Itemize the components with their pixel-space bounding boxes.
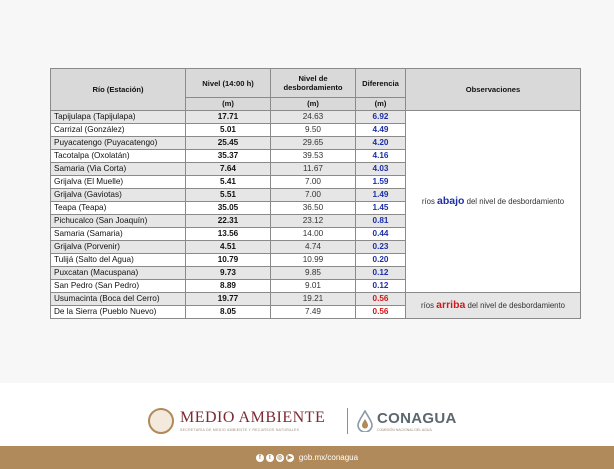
diferencia-cell: 0.56 [356, 293, 406, 306]
desbordamiento-cell: 9.01 [271, 280, 356, 293]
unit-nivel: (m) [186, 98, 271, 111]
desbordamiento-cell: 19.21 [271, 293, 356, 306]
medio-ambiente-subtitle: SECRETARÍA DE MEDIO AMBIENTE Y RECURSOS NATURALES [180, 428, 300, 432]
station-cell: Carrizal (González) [51, 124, 186, 137]
obs-below-keyword: abajo [437, 195, 465, 207]
diferencia-cell: 4.03 [356, 163, 406, 176]
station-cell: Tacotalpa (Oxolatán) [51, 150, 186, 163]
medio-ambiente-brand: MEDIO AMBIENTE [180, 409, 326, 426]
station-cell: Tapijulapa (Tapijulapa) [51, 111, 186, 124]
obs-below-after: del nivel de desbordamiento [464, 197, 565, 206]
station-cell: Pichucalco (San Joaquín) [51, 215, 186, 228]
header-desbordamiento: Nivel de desbordamiento [271, 69, 356, 98]
mexico-seal-icon [148, 408, 174, 434]
diferencia-cell: 0.12 [356, 280, 406, 293]
nivel-cell: 35.37 [186, 150, 271, 163]
header-river: Río (Estación) [51, 69, 186, 111]
table-row [51, 111, 581, 124]
observation-below [406, 111, 581, 293]
desbordamiento-cell: 39.53 [271, 150, 356, 163]
nivel-cell: 4.51 [186, 241, 271, 254]
footer-bar [0, 446, 614, 469]
station-cell: San Pedro (San Pedro) [51, 280, 186, 293]
diferencia-cell: 0.56 [356, 306, 406, 319]
diferencia-cell: 0.23 [356, 241, 406, 254]
diferencia-cell: 0.81 [356, 215, 406, 228]
diferencia-cell: 1.45 [356, 202, 406, 215]
station-cell: Usumacinta (Boca del Cerro) [51, 293, 186, 306]
station-cell: Puyacatengo (Puyacatengo) [51, 137, 186, 150]
desbordamiento-cell: 7.00 [271, 189, 356, 202]
conagua-brand: CONAGUA [377, 409, 457, 427]
water-drop-icon [357, 410, 373, 432]
diferencia-cell: 4.16 [356, 150, 406, 163]
desbordamiento-cell: 11.67 [271, 163, 356, 176]
desbordamiento-cell: 7.00 [271, 176, 356, 189]
header-observaciones: Observaciones [406, 69, 581, 111]
unit-diferencia: (m) [356, 98, 406, 111]
station-cell: De la Sierra (Pueblo Nuevo) [51, 306, 186, 319]
nivel-cell: 35.05 [186, 202, 271, 215]
nivel-cell: 17.71 [186, 111, 271, 124]
obs-above-after: del nivel de desbordamiento [465, 301, 566, 310]
social-links [256, 454, 294, 462]
obs-above-keyword: arriba [436, 299, 466, 311]
nivel-cell: 9.73 [186, 267, 271, 280]
conagua-logo [357, 404, 457, 438]
twitter-icon[interactable]: t [266, 454, 274, 462]
nivel-cell: 13.56 [186, 228, 271, 241]
unit-desbordamiento: (m) [271, 98, 356, 111]
nivel-cell: 5.01 [186, 124, 271, 137]
obs-below-before: ríos [421, 197, 438, 206]
instagram-icon[interactable]: ◎ [277, 454, 283, 461]
station-cell: Grijalva (Gaviotas) [51, 189, 186, 202]
station-cell: Grijalva (Porvenir) [51, 241, 186, 254]
station-cell: Grijalva (El Muelle) [51, 176, 186, 189]
diferencia-cell: 0.44 [356, 228, 406, 241]
nivel-cell: 22.31 [186, 215, 271, 228]
station-cell: Samaria (Via Corta) [51, 163, 186, 176]
facebook-icon[interactable]: f [256, 454, 264, 462]
observation-above [406, 293, 581, 319]
station-cell: Samaria (Samaria) [51, 228, 186, 241]
youtube-icon[interactable]: ▶ [287, 454, 293, 461]
desbordamiento-cell: 7.49 [271, 306, 356, 319]
desbordamiento-cell: 14.00 [271, 228, 356, 241]
diferencia-cell: 1.59 [356, 176, 406, 189]
diferencia-cell: 4.49 [356, 124, 406, 137]
nivel-cell: 10.79 [186, 254, 271, 267]
desbordamiento-cell: 29.65 [271, 137, 356, 150]
logo-divider [347, 408, 348, 434]
header-diferencia: Diferencia [356, 69, 406, 98]
desbordamiento-cell: 9.50 [271, 124, 356, 137]
desbordamiento-cell: 36.50 [271, 202, 356, 215]
website-link[interactable]: gob.mx/conagua [298, 453, 359, 462]
desbordamiento-cell: 23.12 [271, 215, 356, 228]
river-levels-table [50, 68, 581, 319]
nivel-cell: 19.77 [186, 293, 271, 306]
table-row [51, 293, 581, 306]
diferencia-cell: 1.49 [356, 189, 406, 202]
nivel-cell: 5.41 [186, 176, 271, 189]
station-cell: Teapa (Teapa) [51, 202, 186, 215]
conagua-subtitle: COMISIÓN NACIONAL DEL AGUA [377, 427, 432, 432]
nivel-cell: 5.51 [186, 189, 271, 202]
desbordamiento-cell: 10.99 [271, 254, 356, 267]
diferencia-cell: 6.92 [356, 111, 406, 124]
nivel-cell: 25.45 [186, 137, 271, 150]
desbordamiento-cell: 9.85 [271, 267, 356, 280]
station-cell: Puxcatan (Macuspana) [51, 267, 186, 280]
nivel-cell: 8.05 [186, 306, 271, 319]
nivel-cell: 7.64 [186, 163, 271, 176]
diferencia-cell: 4.20 [356, 137, 406, 150]
semarnat-logo [148, 404, 325, 438]
desbordamiento-cell: 24.63 [271, 111, 356, 124]
nivel-cell: 8.89 [186, 280, 271, 293]
obs-above-before: ríos [420, 301, 437, 310]
diferencia-cell: 0.12 [356, 267, 406, 280]
station-cell: Tulijá (Salto del Agua) [51, 254, 186, 267]
desbordamiento-cell: 4.74 [271, 241, 356, 254]
diferencia-cell: 0.20 [356, 254, 406, 267]
header-nivel: Nivel (14:00 h) [186, 69, 271, 98]
